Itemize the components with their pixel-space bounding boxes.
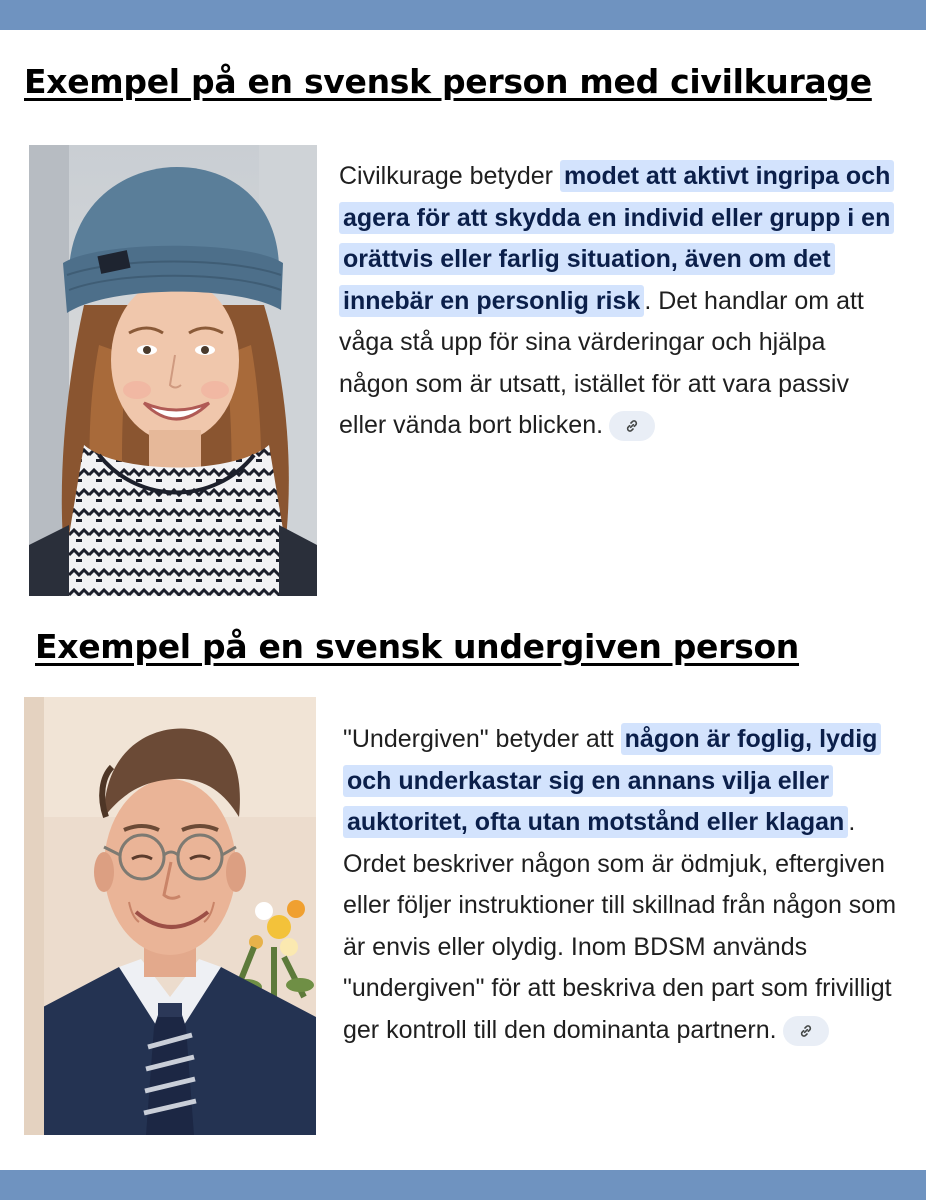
section2-source-link[interactable] (783, 1016, 829, 1046)
section2-heading: Exempel på en svensk undergiven person (35, 627, 800, 666)
section2-text-after: . Ordet beskriver någon som är ödmjuk, eftergiven eller följer instruktioner till skillnad från någon som är envis eller olydig. Inom BDSM används "undergiven" för att beskriva den part som frivilligt ger kontroll till den dominanta partnern. (343, 808, 897, 1044)
link-icon (798, 1023, 814, 1039)
bottom-banner (0, 1170, 926, 1200)
section2-text-before: "Undergiven" betyder att (343, 725, 614, 753)
top-banner (0, 0, 926, 30)
section1-photo (29, 145, 317, 596)
section2-photo (24, 697, 316, 1135)
section1-paragraph (339, 156, 899, 447)
section1-text-after: . Det handlar om att våga stå upp för sina värderingar och hjälpa någon som är utsatt, istället för att vara passiv eller vända bort blicken. (339, 286, 864, 439)
section2-highlight: någon är foglig, lydig och underkastar sig en annans vilja eller auktoritet, ofta utan motstånd eller klagan (343, 723, 881, 838)
section1-highlight: modet att aktivt ingripa och agera för att skydda en individ eller grupp i en orättvis eller farlig situation, även om det innebär en personlig risk (339, 160, 894, 317)
link-icon (624, 418, 640, 434)
section1-text-before: Civilkurage betyder (339, 162, 553, 190)
section1-source-link[interactable] (609, 411, 655, 441)
section1-heading: Exempel på en svensk person med civilkurage (24, 62, 872, 101)
section2-paragraph (343, 719, 903, 1051)
